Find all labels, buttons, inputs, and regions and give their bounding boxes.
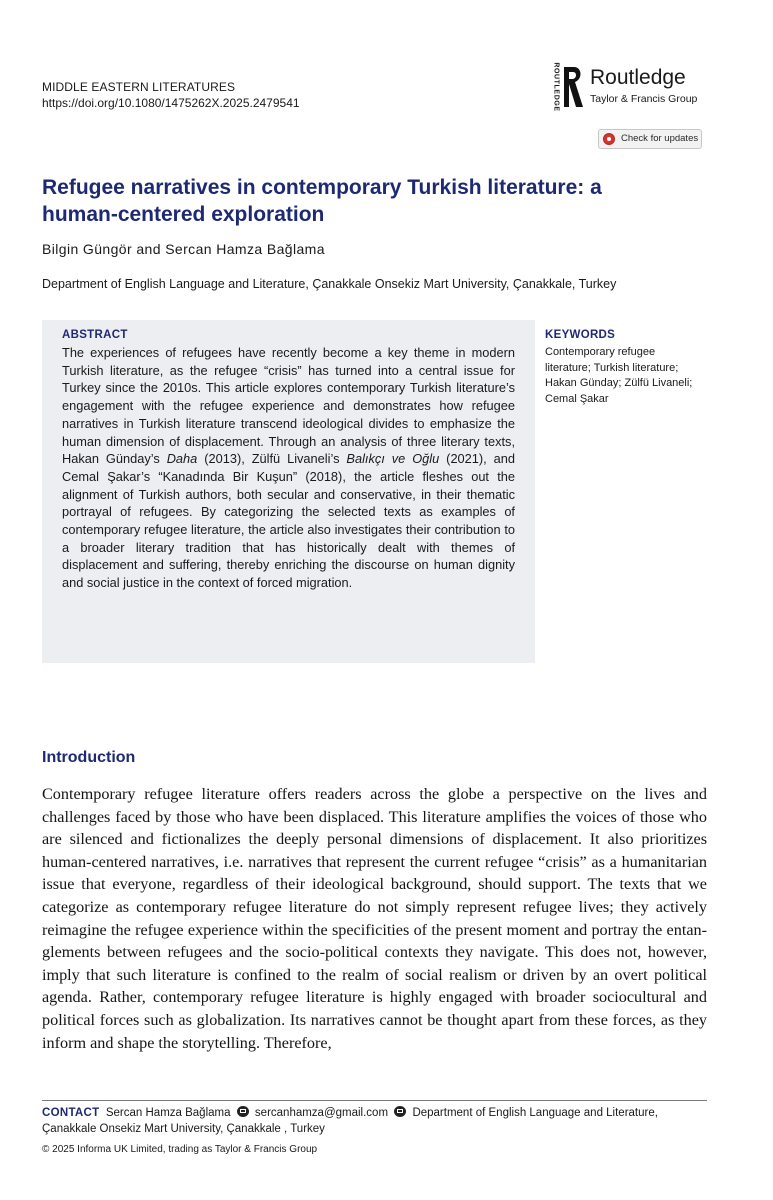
crossmark-icon xyxy=(603,133,615,145)
section-heading-introduction: Introduction xyxy=(42,749,136,766)
email-icon xyxy=(237,1106,249,1117)
doi-link[interactable]: https://doi.org/10.1080/1475262X.2025.2479541 xyxy=(42,96,300,110)
body-paragraph: Contemporary refugee literature offers readers across the globe a perspective on the lives and challenges faced by those who have been displaced. This literature amplifies the voices of those who are silenced and fictionalizes the deeply personal dimensions of displacement. It also prioritizes human-centered narratives, i.e. narratives that represent the current refugee “crisis” as a humanitarian issue that everyone, regardless of their ideological background, should support. The texts that we categorize as contemporary refugee literature do not simply represent refugee lives; they actively reimagine the refugee experience within the specificities of the present moment and portray the entanglements between refugees and the socio-political contexts they navigate. This does not, however, imply that such literature is confined to the realm of social realism or driven by an overt political agenda. Rather, contemporary refugee literature is highly engaged with broader sociocultural and political forces such as globalization. Its narratives cannot be thought apart from these forces, as they inform and shape the storytelling. Therefore, xyxy=(42,785,707,1052)
copyright-notice: © 2025 Informa UK Limited, trading as Taylor & Francis Group xyxy=(42,1144,318,1155)
author-name[interactable]: Sercan Hamza Bağlama xyxy=(165,241,325,257)
affiliation: Department of English Language and Literature, Çanakkale Onsekiz Mart University, Çanakkale, Turkey xyxy=(42,277,617,291)
author-conjunction: and xyxy=(136,241,161,257)
abstract-heading: ABSTRACT xyxy=(62,329,128,341)
contact-label: CONTACT xyxy=(42,1107,100,1119)
author-list xyxy=(42,240,325,258)
keywords-list: Contemporary refugee literature; Turkish literature; Hakan Günday; Zülfü Livaneli; Cemal Şakar xyxy=(545,346,693,405)
publisher-name: Routledge xyxy=(590,66,686,89)
abstract-box xyxy=(42,320,535,663)
author-name[interactable]: Bilgin Güngör xyxy=(42,241,133,257)
contact-block xyxy=(42,1105,707,1137)
abstract-text: The experiences of refugees have recently become a key theme in modern Turkish literature, as the refugee “crisis” has turned into a central issue for Turkey since the 2010s. This article explores contemporary Turkish literature’s engagement with the refugee experience and demonstrates how refugee narratives in Turkish literature transcend ideological divides to emphasize the human dimension of displacement. Through an analysis of three literary texts, Hakan Günday’s Daha (2013), Zülfü Livaneli’s Balıkçı ve Oğlu (2021), and Cemal Şakar’s “Kanadında Bir Kuşun” (2018), the article fleshes out the alignment of Turkish authors, both secular and conservative, in their thematic portrayal of refugees. By categorizing the selected texts as examples of contemporary refugee literature, the article also investigates their contribution to a broader literary tradition that has historically dealt with themes of displacement and suffering, thereby enriching the discourse on human dignity and social justice in the context of forced migration. xyxy=(62,345,516,591)
footer-divider xyxy=(42,1100,707,1101)
publisher-group: Taylor & Francis Group xyxy=(590,93,698,105)
publisher-logo[interactable] xyxy=(550,64,720,112)
contact-email[interactable]: sercanhamza@gmail.com xyxy=(254,1107,389,1119)
routledge-r-icon xyxy=(562,65,584,109)
check-for-updates-button[interactable] xyxy=(598,129,702,149)
publisher-vertical-text: ROUTLEDGE xyxy=(552,62,560,112)
contact-name: Sercan Hamza Bağlama xyxy=(105,1107,231,1119)
contact-address: Department of English Language and Literature, Çanakkale Onsekiz Mart University, Çanakkale , Turkey xyxy=(42,1107,658,1135)
keywords-heading: KEYWORDS xyxy=(545,329,616,341)
check-for-updates-label: Check for updates xyxy=(621,133,699,144)
address-icon xyxy=(394,1106,406,1117)
article-title: Refugee narratives in contemporary Turkish literature: a human-centered exploration xyxy=(42,176,602,226)
journal-name: MIDDLE EASTERN LITERATURES xyxy=(42,80,236,94)
